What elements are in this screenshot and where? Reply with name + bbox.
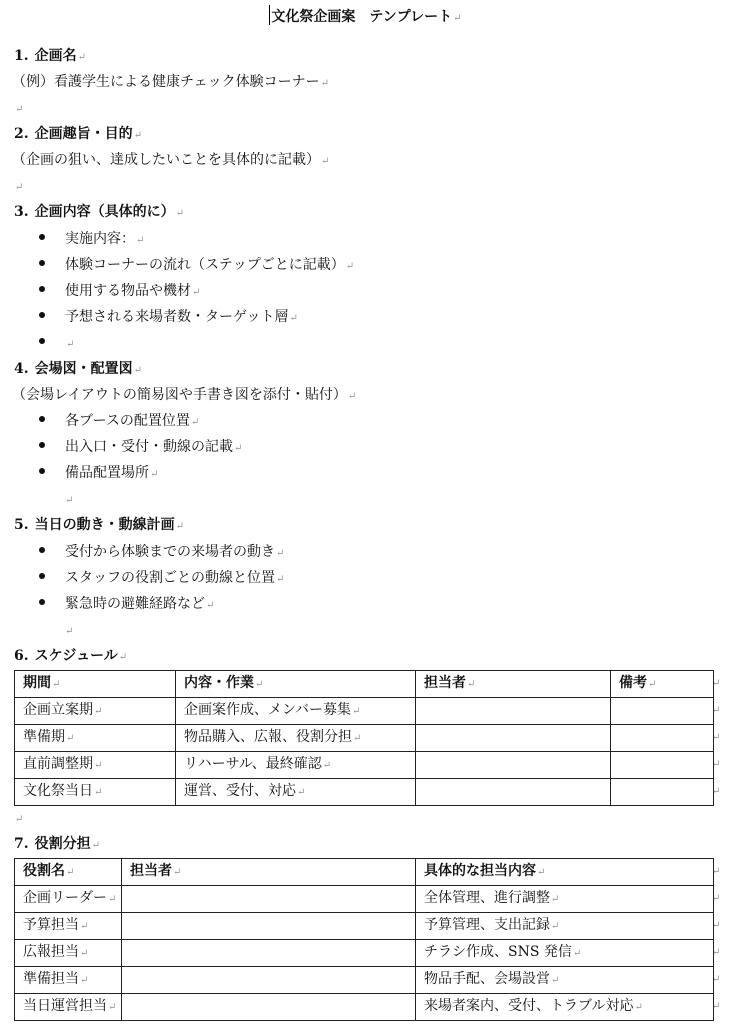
table-cell[interactable]: 内容・作業↵ — [176, 671, 416, 698]
table-cell[interactable]: 予算管理、支出記録↵ — [416, 913, 714, 940]
table-cell[interactable]: 物品購入、広報、役割分担↵ — [176, 725, 416, 752]
row-end-mark: ↵ — [712, 705, 721, 716]
table-cell[interactable]: 企画案作成、メンバー募集↵ — [176, 698, 416, 725]
section-heading-1: 1. 企画名↵ — [14, 48, 87, 64]
list-item: ↵ — [39, 333, 74, 355]
table-cell[interactable]: 広報担当↵ — [15, 940, 122, 967]
table-cell[interactable] — [611, 752, 714, 779]
table-row — [15, 940, 714, 967]
section-heading-3: 3. 企画内容（具体的に）↵ — [14, 204, 185, 220]
section-heading-6: 6. スケジュール↵ — [14, 648, 128, 664]
list-item: 使用する物品や機材↵ — [39, 281, 200, 303]
table-row — [15, 967, 714, 994]
list-item: 緊急時の避難経路など↵ — [39, 594, 214, 616]
bullet-icon — [39, 468, 45, 474]
bullet-icon — [39, 547, 45, 553]
table-cell[interactable]: 企画立案期↵ — [15, 698, 176, 725]
table-cell[interactable]: 担当者↵ — [122, 859, 416, 886]
row-end-mark: ↵ — [712, 759, 721, 770]
table-cell[interactable] — [416, 752, 611, 779]
table-cell[interactable]: 具体的な担当内容↵ — [416, 859, 714, 886]
table-cell[interactable]: リハーサル、最終確認↵ — [176, 752, 416, 779]
table-cell[interactable] — [416, 779, 611, 806]
bullet-icon — [39, 338, 45, 344]
row-end-mark: ↵ — [712, 920, 721, 931]
table-cell[interactable] — [611, 725, 714, 752]
paragraph-mark-icon: ↵ — [453, 13, 462, 24]
section-text-4: （会場レイアウトの簡易図や手書き図を添付・貼付）↵ — [12, 387, 357, 403]
list-item: 予想される来場者数・ターゲット層↵ — [39, 307, 298, 329]
row-end-mark: ↵ — [712, 947, 721, 958]
bullet-icon — [39, 416, 45, 422]
table-header-row — [15, 671, 714, 698]
table-cell[interactable]: 備考↵ — [611, 671, 714, 698]
row-end-mark: ↵ — [712, 1001, 721, 1012]
section-heading-2: 2. 企画趣旨・目的↵ — [14, 126, 143, 142]
bullet-icon — [39, 260, 45, 266]
table-cell[interactable]: 運営、受付、対応↵ — [176, 779, 416, 806]
blank-line: ↵ — [65, 626, 74, 637]
list-item: 受付から体験までの来場者の動き↵ — [39, 542, 284, 564]
section-heading-4: 4. 会場図・配置図↵ — [14, 361, 143, 377]
table-cell[interactable] — [122, 940, 416, 967]
bullet-icon — [39, 286, 45, 292]
bullet-icon — [39, 442, 45, 448]
row-end-mark: ↵ — [712, 732, 721, 743]
table-cell[interactable]: 期間↵ — [15, 671, 176, 698]
table-cell[interactable]: 物品手配、会場設営↵ — [416, 967, 714, 994]
blank-line: ↵ — [65, 495, 74, 506]
table-row — [15, 698, 714, 725]
row-end-mark: ↵ — [712, 974, 721, 985]
bullet-icon — [39, 234, 45, 240]
table-row — [15, 913, 714, 940]
table-cell[interactable] — [611, 698, 714, 725]
table-row — [15, 725, 714, 752]
list-item: 出入口・受付・動線の記載↵ — [39, 437, 242, 459]
list-item: 各ブースの配置位置↵ — [39, 411, 199, 433]
table-cell[interactable]: 来場者案内、受付、トラブル対応↵ — [416, 994, 714, 1021]
table-cell[interactable]: 直前調整期↵ — [15, 752, 176, 779]
table-cell[interactable] — [122, 967, 416, 994]
table-header-row — [15, 859, 714, 886]
table-row — [15, 779, 714, 806]
list-item: 体験コーナーの流れ（ステップごとに記載）↵ — [39, 255, 354, 277]
bullet-icon — [39, 573, 45, 579]
table-cell[interactable] — [416, 725, 611, 752]
table-cell[interactable]: 準備期↵ — [15, 725, 176, 752]
row-end-mark: ↵ — [712, 866, 721, 877]
blank-line: ↵ — [15, 104, 24, 115]
table-row — [15, 886, 714, 913]
row-end-mark: ↵ — [712, 893, 721, 904]
table-cell[interactable] — [416, 698, 611, 725]
section-heading-5: 5. 当日の動き・動線計画↵ — [14, 517, 185, 533]
bullet-icon — [39, 312, 45, 318]
blank-line: ↵ — [15, 814, 24, 825]
blank-line: ↵ — [15, 182, 24, 193]
table-cell[interactable]: 企画リーダー↵ — [15, 886, 122, 913]
section-text-1: （例）看護学生による健康チェック体験コーナー↵ — [12, 74, 329, 90]
document-title[interactable]: 文化祭企画案 テンプレート↵ — [0, 5, 731, 30]
bullet-icon — [39, 599, 45, 605]
table-cell[interactable]: 文化祭当日↵ — [15, 779, 176, 806]
table-cell[interactable] — [122, 913, 416, 940]
table-cell[interactable] — [611, 779, 714, 806]
row-end-mark: ↵ — [712, 678, 721, 689]
section-heading-7: 7. 役割分担↵ — [14, 836, 101, 852]
list-item: 備品配置場所↵ — [39, 463, 158, 485]
table-cell[interactable]: 役割名↵ — [15, 859, 122, 886]
table-cell[interactable]: 準備担当↵ — [15, 967, 122, 994]
table-cell[interactable]: 担当者↵ — [416, 671, 611, 698]
roles-table — [14, 858, 714, 1021]
table-cell[interactable] — [122, 886, 416, 913]
table-cell[interactable] — [122, 994, 416, 1021]
section-text-2: （企画の狙い、達成したいことを具体的に記載）↵ — [12, 152, 330, 168]
list-item: スタッフの役割ごとの動線と位置↵ — [39, 568, 284, 590]
table-cell[interactable]: 当日運営担当↵ — [15, 994, 122, 1021]
table-row — [15, 752, 714, 779]
list-item: 実施内容：↵ — [39, 229, 144, 251]
row-end-mark: ↵ — [712, 786, 721, 797]
table-cell[interactable]: 全体管理、進行調整↵ — [416, 886, 714, 913]
schedule-table — [14, 670, 714, 806]
table-row — [15, 994, 714, 1021]
table-cell[interactable]: チラシ作成、SNS 発信↵ — [416, 940, 714, 967]
table-cell[interactable]: 予算担当↵ — [15, 913, 122, 940]
